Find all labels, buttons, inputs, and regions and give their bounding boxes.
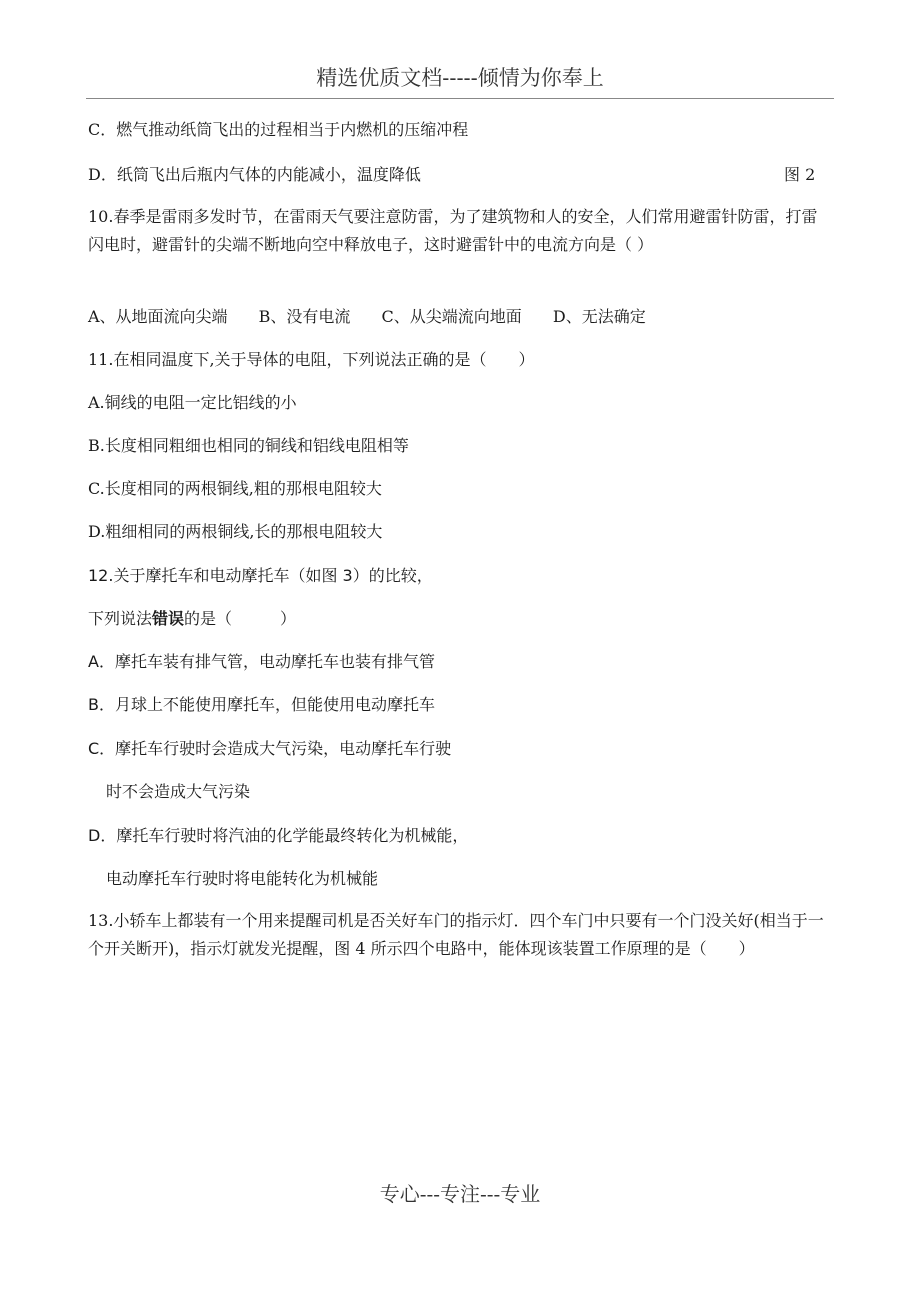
q11-option-d: D.粗细相同的两根铜线,长的那根电阻较大 bbox=[88, 522, 383, 541]
q12-stem-emphasis: 错误 bbox=[152, 609, 185, 628]
q9-option-c: C．燃气推动纸筒飞出的过程相当于内燃机的压缩冲程 bbox=[88, 120, 469, 139]
q10-option-d: D、无法确定 bbox=[552, 307, 646, 326]
q13-stem: 13.小轿车上都装有一个用来提醒司机是否关好车门的指示灯．四个车门中只要有一个门没关好(相当于一个开关断开)，指示灯就发光提醒，图 4 所示四个电路中，能体现该装置工作原理的是（ ） bbox=[88, 911, 824, 958]
q12-option-d-line2: 电动摩托车行驶时将电能转化为机械能 bbox=[106, 869, 379, 888]
q12-option-d-line1: D．摩托车行驶时将汽油的化学能最终转化为机械能， bbox=[88, 826, 469, 845]
q10-option-c: C、从尖端流向地面 bbox=[381, 307, 522, 326]
q10-stem: 10.春季是雷雨多发时节，在雷雨天气要注意防雷，为了建筑物和人的安全，人们常用避雷针防雷，打雷闪电时，避雷针的尖端不断地向空中释放电子，这时避雷针中的电流方向是（ ） bbox=[88, 207, 818, 254]
header-divider bbox=[86, 98, 834, 99]
page-footer: 专心---专注---专业 bbox=[379, 1182, 541, 1206]
q10-option-a: A、从地面流向尖端 bbox=[88, 307, 228, 326]
q12-stem-line2 bbox=[88, 607, 296, 631]
q11-option-a: A.铜线的电阻一定比铝线的小 bbox=[88, 393, 297, 412]
q12-option-c-line1: C．摩托车行驶时会造成大气污染，电动摩托车行驶 bbox=[88, 739, 452, 758]
figure-2-label: 图 2 bbox=[784, 165, 816, 184]
q12-option-b: B．月球上不能使用摩托车，但能使用电动摩托车 bbox=[88, 695, 435, 714]
page-header-title: 精选优质文档-----倾情为你奉上 bbox=[316, 66, 604, 90]
q12-option-a: A．摩托车装有排气管，电动摩托车也装有排气管 bbox=[88, 652, 435, 671]
q11-stem: 11.在相同温度下,关于导体的电阻，下列说法正确的是（ ） bbox=[88, 350, 535, 369]
q10-option-b: B、没有电流 bbox=[258, 307, 351, 326]
q10-options bbox=[88, 305, 672, 329]
q12-stem-prefix: 下列说法 bbox=[88, 609, 153, 628]
q12-stem-line1: 12.关于摩托车和电动摩托车（如图 3）的比较， bbox=[88, 566, 433, 585]
q12-option-c-line2: 时不会造成大气污染 bbox=[106, 782, 251, 801]
q12-stem-suffix: 的是（ ） bbox=[184, 609, 297, 628]
q9-option-d: D．纸筒飞出后瓶内气体的内能减小，温度降低 bbox=[88, 165, 421, 184]
q11-option-b: B.长度相同粗细也相同的铜线和铝线电阻相等 bbox=[88, 436, 409, 455]
q11-option-c: C.长度相同的两根铜线,粗的那根电阻较大 bbox=[88, 479, 382, 498]
